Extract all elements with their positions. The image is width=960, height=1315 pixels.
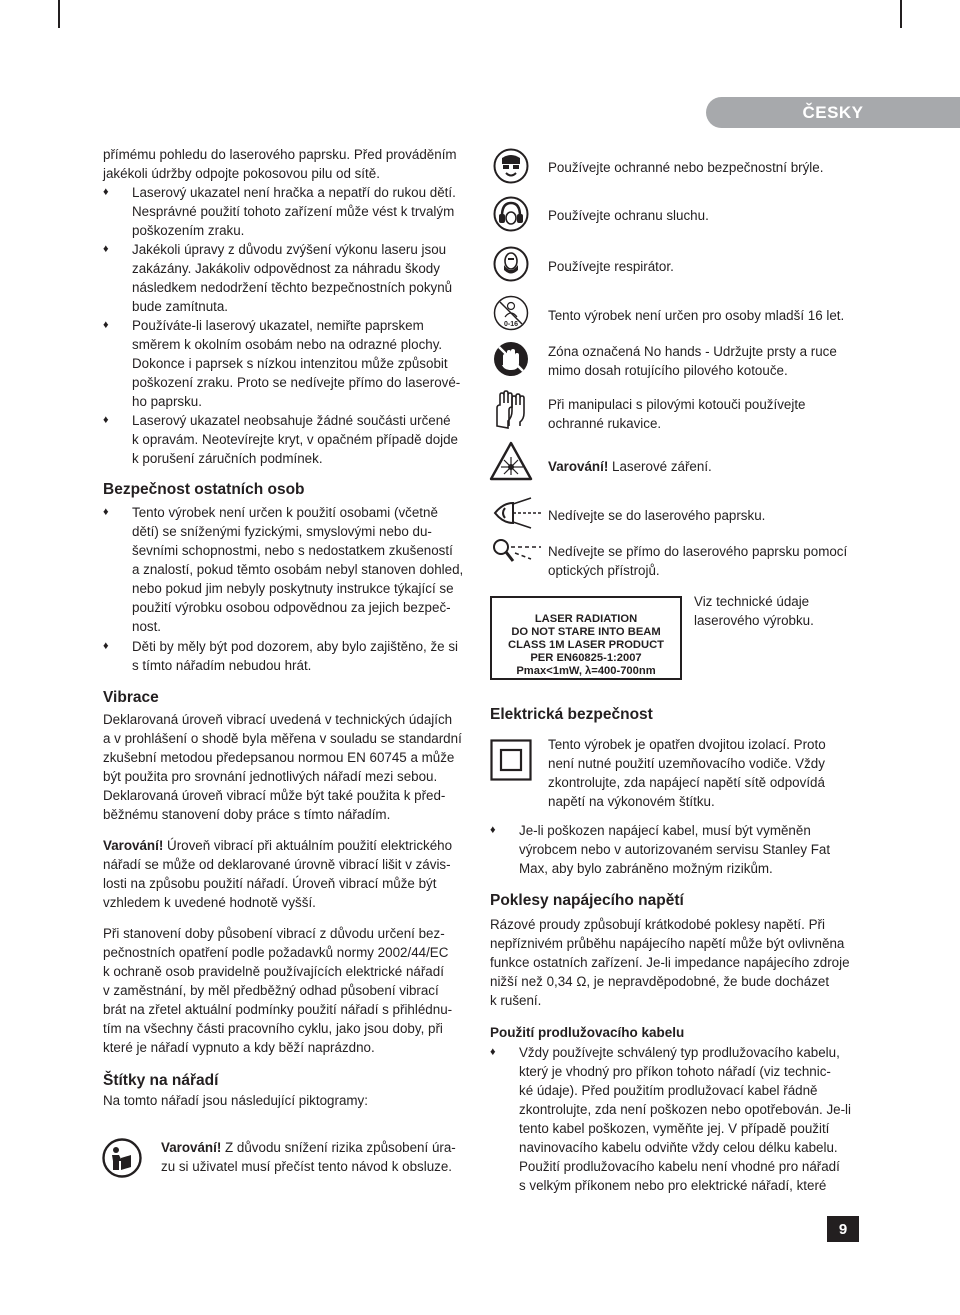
list-item: ♦ Laserový ukazatel není hračka a nepatří do rukou dětí. Nesprávné použití tohoto zařízení může vést k trvalým poškozením zraku. bbox=[103, 183, 465, 240]
list-item: ♦ Děti by měly být pod dozorem, aby bylo zajištěno, že si s tímto nářadím nebudou hrát. bbox=[103, 637, 465, 675]
section-title-electric: Elektrická bezpečnost bbox=[490, 706, 653, 723]
double-insulation-text: Tento výrobek je opatřen dvojitou izolací. Proto není nutné použití uzemňovacího vodiče. Vždy zkontrolujte, zda napájecí napětí sítě odpovídá napětí na výkonovém štítku. bbox=[548, 737, 826, 809]
list-item: ♦ Jakékoli úpravy z důvodu zvýšení výkonu laseru jsou zakázány. Jakákoliv odpovědnost za náhradu škody následkem nedodržení těchto bezpečnostních pokynů bude zamítnuta. bbox=[103, 240, 465, 316]
pictogram-text: Nedívejte se přímo do laserového paprsku pomocí optických přístrojů. bbox=[548, 544, 848, 578]
pictogram-text: Nedívejte se do laserového paprsku. bbox=[548, 508, 766, 523]
section-title-voltage: Poklesy napájecího napětí bbox=[490, 892, 684, 909]
pictogram-text: Zóna označená No hands - Udržujte prsty a ruce mimo dosah rotujícího pilového kotouče. bbox=[548, 344, 837, 378]
eye-beam-icon bbox=[491, 496, 543, 530]
laser-warning-icon bbox=[489, 441, 533, 481]
age-restriction-icon bbox=[493, 295, 529, 331]
intro-paragraph: přímému pohledu do laserového paprsku. Před prováděním jakékoli údržby odpojte pokosovou pilu od sítě. bbox=[103, 147, 457, 181]
language-tab: ČESKY bbox=[706, 97, 960, 128]
list-item: ♦ Laserový ukazatel neobsahuje žádné součásti určené k opravám. Neotevírejte kryt, v opačném případě dojde k porušení záručních podmínek. bbox=[103, 411, 465, 468]
no-hands-icon bbox=[493, 341, 529, 377]
list-item: ♦ Je-li poškozen napájecí kabel, musí být vyměněn výrobcem nebo v autorizovaném servisu Stanley Fat Max, aby bylo zabráněno možným rizikům. bbox=[490, 821, 879, 878]
section-title-others: Bezpečnost ostatních osob bbox=[103, 481, 305, 498]
vibrace-paragraph-3: Při stanovení doby působení vibrací z důvodu určení bez- pečnostních opatření podle požadavků normy 2002/44/EC k ochraně osob pravidelně používajících elektrické nářadí v zaměstnání, by měl předběžný odhad působení vibrací brát na zřetel aktuální podmínky použití nářadí s přihlédnu- tím na všechny části pracovního cyklu, jako jsou doby, při které je nářadí vypnuto a kdy běží naprázdno. bbox=[103, 926, 453, 1055]
left-column bbox=[103, 145, 465, 1110]
goggles-icon bbox=[493, 148, 529, 184]
vibrace-paragraph-1: Deklarovaná úroveň vibrací uvedená v technických údajích a v prohlášení o shodě byla měřena v souladu se standardní zkušební metodou předepsanou normou EN 60745 a může být použita pro srovnání jednotlivých nářadí mezi sebou. Deklarovaná úroveň vibrací může být také použita k před- běžnému stanovení doby práce s tímto nářadím. bbox=[103, 712, 462, 822]
gloves-icon bbox=[491, 390, 529, 430]
section-title-labels: Štítky na nářadí bbox=[103, 1072, 219, 1089]
pictogram-text: Při manipulaci s pilovými kotouči používejte ochranné rukavice. bbox=[548, 397, 806, 431]
read-manual-icon bbox=[102, 1138, 142, 1178]
pictogram-text: Používejte ochranné nebo bezpečnostní brýle. bbox=[548, 160, 824, 175]
vibrace-paragraph-2: Varování! Úroveň vibrací při aktuálním použití elektrického nářadí se může od deklarované úrovně vibrací lišit v závis- losti na způsobu použití nářadí. Úroveň vibrací může být vzhledem k uvedené hodnotě vyšší. bbox=[103, 838, 453, 910]
list-item: ♦ Tento výrobek není určen k použití osobami (včetně dětí) se sníženými fyzickými, smyslovými nebo du- ševními schopnostmi, nebo s nedostatkem zkušeností a znalostí, pokud těmto osobám nebyl stanoven dohled, nebo pokud jim nebyly poskytnuty instrukce týkající se použití výrobku osobou odpovědnou za jejich bezpeč- nost. bbox=[103, 503, 465, 636]
list-item: ♦ Vždy používejte schválený typ prodlužovacího kabelu, který je vhodný pro příkon tohoto nářadí (viz technic- ké údaje). Před použitím prodlužovací kabel řádně zkontrolujte, zda není poškozen nebo opotřebován. Je-li tento kabel poškozen, vyměňte jej. V případě použití navinovacího kabelu odviňte vždy celou délku kabelu. Použití prodlužovacího kabelu není vhodné pro nářadí s velkým příkonem nebo pro elektrické nářadí, které bbox=[490, 1043, 889, 1195]
pictogram-text: Varování! Laserové záření. bbox=[548, 459, 712, 474]
page-number: 9 bbox=[827, 1216, 859, 1242]
laser-label-note: Viz technické údaje laserového výrobku. bbox=[694, 594, 814, 628]
ear-protection-icon bbox=[493, 196, 529, 232]
respirator-icon bbox=[493, 246, 529, 282]
laser-product-label: LASER RADIATION DO NOT STARE INTO BEAM CLASS 1M LASER PRODUCT PER EN60825-1:2007 Pmax<1mW, λ=400-700nm bbox=[490, 596, 682, 680]
section-title-extension: Použití prodlužovacího kabelu bbox=[490, 1025, 685, 1040]
labels-intro: Na tomto nářadí jsou následující piktogramy: bbox=[103, 1093, 368, 1108]
section-title-vibrace: Vibrace bbox=[103, 689, 159, 706]
crop-mark-top-left bbox=[58, 0, 60, 28]
pictogram-text: Tento výrobek není určen pro osoby mladší 16 let. bbox=[548, 308, 845, 323]
manual-warning: Varování! Z důvodu snížení rizika způsobení úra- zu si uživatel musí přečíst tento návod k obsluze. bbox=[161, 1140, 456, 1174]
voltage-paragraph: Rázové proudy způsobují krátkodobé poklesy napětí. Při nepříznivém průběhu napájecího napětí může být ovlivněna funkce ostatních zařízení. Je-li impedance napájecího zdroje nižší než 0,34 Ω, je nepravděpodobné, že bude docházet k rušení. bbox=[490, 917, 850, 1008]
pictogram-text: Používejte respirátor. bbox=[548, 259, 674, 274]
double-insulation-icon bbox=[490, 739, 532, 781]
crop-mark-top-right bbox=[900, 0, 902, 28]
list-item: ♦ Používáte-li laserový ukazatel, nemiřte paprskem směrem k okolním osobám nebo na odrazné plochy. Dokonce i paprsek s nízkou intenzitou může způsobit poškození zraku. Proto se nedívejte přímo do laserové- ho paprsku. bbox=[103, 316, 465, 411]
pictogram-text: Používejte ochranu sluchu. bbox=[548, 208, 709, 223]
age-badge: 0-16 bbox=[503, 321, 519, 328]
optical-instrument-icon bbox=[491, 537, 543, 567]
